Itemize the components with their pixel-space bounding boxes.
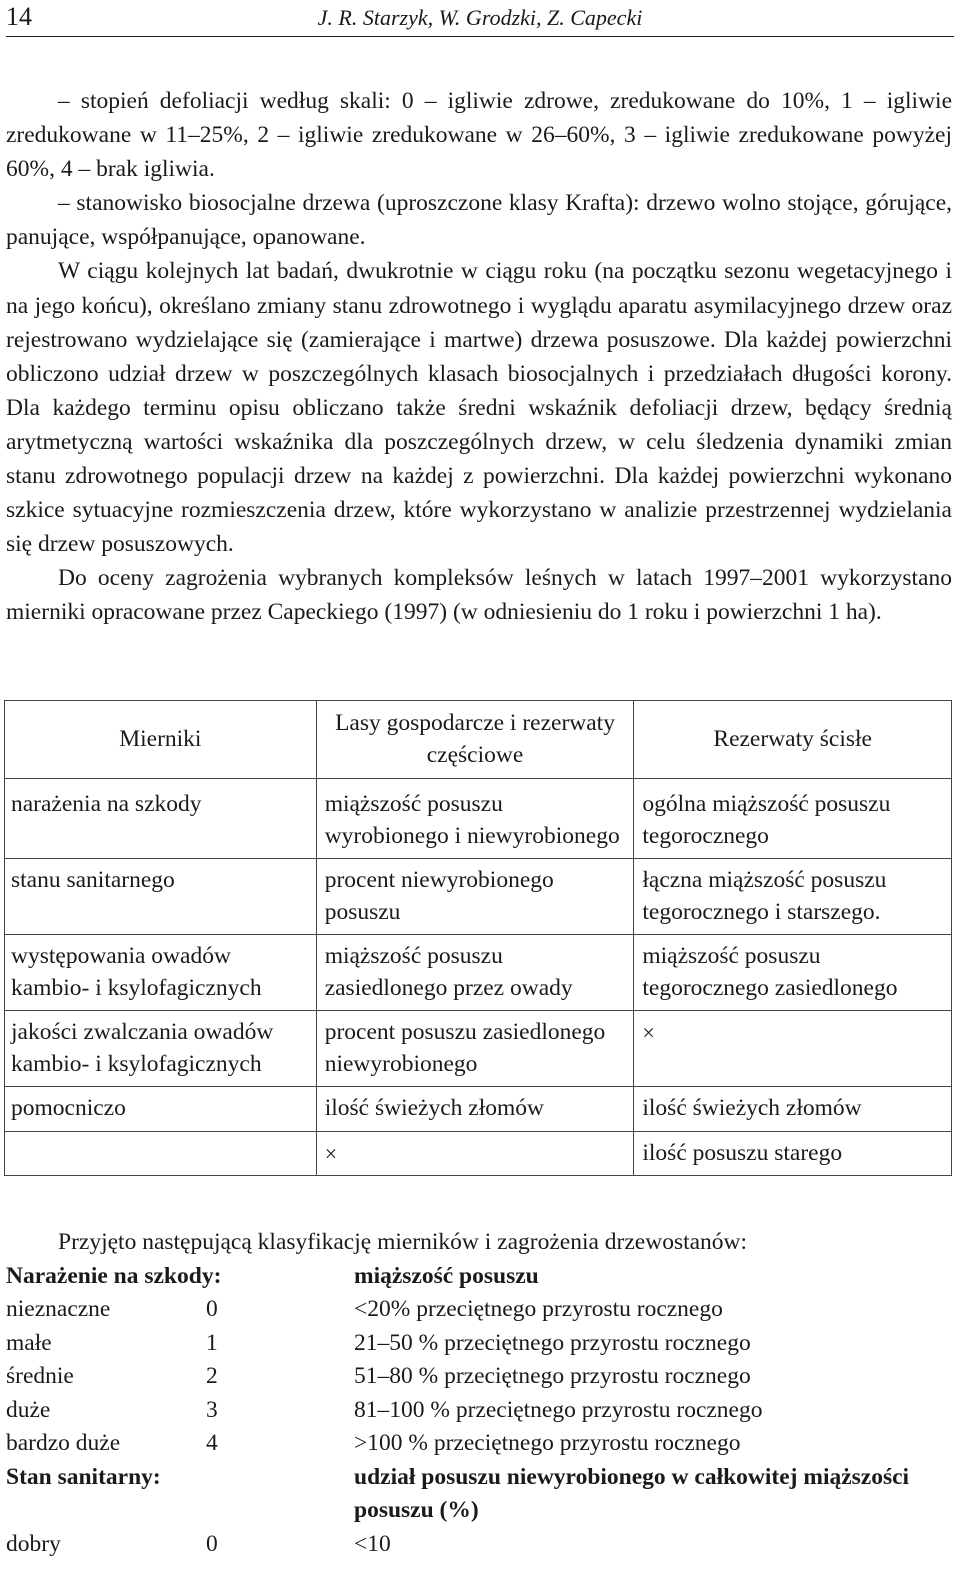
class-description: 21–50 % przeciętnego przyrostu rocznego <box>354 1329 751 1356</box>
table-cell-cross: × <box>634 1011 952 1087</box>
table-cell: ilość świeżych złomów <box>316 1087 634 1132</box>
table-header-row <box>5 701 952 779</box>
class-value: 3 <box>206 1396 218 1423</box>
class-description: 81–100 % przeciętnego przyrostu rocznego <box>354 1396 763 1423</box>
classification-row <box>6 1293 952 1327</box>
class-description: 51–80 % przeciętnego przyrostu rocznego <box>354 1363 751 1389</box>
classification-heading <box>6 1260 952 1294</box>
class-label: dobry <box>6 1530 61 1557</box>
class-value: 2 <box>206 1363 218 1389</box>
table-row <box>5 1087 952 1132</box>
section-label: Narażenie na szkody: <box>6 1262 222 1289</box>
table-cell: ilość świeżych złomów <box>634 1087 952 1132</box>
classification-section <box>6 1226 952 1561</box>
table-row <box>5 1011 952 1087</box>
table-cell: narażenia na szkody <box>5 779 317 859</box>
classification-intro: Przyjęto następującą klasyfikację mierników i zagrożenia drzewostanów: <box>58 1229 748 1255</box>
table-header-cell: Rezerwaty ścisłe <box>634 701 952 779</box>
class-value: 0 <box>206 1530 218 1557</box>
class-description: <20% przeciętnego przyrostu rocznego <box>354 1296 723 1322</box>
classification-row <box>6 1427 952 1461</box>
paragraph-methods: W ciągu kolejnych lat badań, dwukrotnie w ciągu roku (na początku sezonu wegetacyjnego i na jego końcu), określano zmiany stanu zdrowotnego i wyglądu aparatu asymilacyjnego drzew oraz rejestrowano wydzielające się (zamierające i martwe) drzewa posuszowe. Dla każdej powierzchni obliczono udział drzew w poszczególnych klasach biosocjalnych i przedziałach długości korony. Dla każdego terminu opisu obliczano także średni wskaźnik defoliacji drzew, będący średnią arytmetyczną wartości wskaźnika dla poszczególnych drzew, w celu śledzenia dynamiki zmian stanu zdrowotnego populacji drzew na każdej z powierzchni. Dla każdej powierzchni wykonano szkice sytuacyjne rozmieszczenia drzew, które wykorzystano w analizie przestrzennej wydzielania się drzew posuszowych. <box>6 258 952 558</box>
table-cell: miąższość posuszu tegorocznego zasiedlonego <box>634 935 952 1011</box>
page-number: 14 <box>6 2 32 31</box>
section-measure: miąższość posuszu <box>354 1262 539 1289</box>
table-cell: miąższość posuszu zasiedlonego przez owady <box>316 935 634 1011</box>
table-cell: łączna miąższość posuszu tegorocznego i starszego. <box>634 859 952 935</box>
metrics-table <box>4 700 952 1176</box>
page-header <box>6 0 954 37</box>
running-head: J. R. Starzyk, W. Grodzki, Z. Capecki <box>317 5 643 30</box>
class-description: >100 % przeciętnego przyrostu rocznego <box>354 1430 741 1456</box>
class-value: 4 <box>206 1430 218 1456</box>
table-cell: procent posuszu zasiedlonego niewyrobionego <box>316 1011 634 1087</box>
table-cell: ilość posuszu starego <box>634 1131 952 1176</box>
classification-row <box>6 1360 952 1394</box>
table-row <box>5 1131 952 1176</box>
table-cell: występowania owadów kambio- i ksylofagicznych <box>5 935 317 1011</box>
table-cell: jakości zwalczania owadów kambio- i ksylofagicznych <box>5 1011 317 1087</box>
table-cell: miąższość posuszu wyrobionego i niewyrobionego <box>316 779 634 859</box>
paragraph-biosocial: – stanowisko biosocjalne drzewa (uproszczone klasy Krafta): drzewo wolno stojące, górujące, panujące, współpanujące, opanowane. <box>6 190 952 251</box>
class-label: małe <box>6 1329 52 1356</box>
class-value: 1 <box>206 1329 218 1356</box>
paragraph-threat-assessment: Do oceny zagrożenia wybranych kompleksów leśnych w latach 1997–2001 wykorzystano mierniki opracowane przez Capeckiego (1997) (w odniesieniu do 1 roku i powierzchni 1 ha). <box>6 565 952 626</box>
table-cell <box>5 1131 317 1176</box>
classification-heading <box>6 1461 952 1528</box>
class-label: średnie <box>6 1363 74 1389</box>
table-cell: stanu sanitarnego <box>5 859 317 935</box>
class-label: bardzo duże <box>6 1430 121 1456</box>
table-cell: ogólna miąższość posuszu tegorocznego <box>634 779 952 859</box>
classification-row <box>6 1327 952 1361</box>
classification-row <box>6 1528 952 1562</box>
table-cell: procent niewyrobionego posuszu <box>316 859 634 935</box>
class-label: nieznaczne <box>6 1296 111 1322</box>
table-row <box>5 859 952 935</box>
section-label: Stan sanitarny: <box>6 1463 161 1490</box>
section-measure: udział posuszu niewyrobionego w całkowitej miąższości posuszu (%) <box>354 1463 910 1523</box>
paragraph-defoliation: – stopień defoliacji według skali: 0 – igliwie zdrowe, zredukowane do 10%, 1 – igliwie zredukowane w 11–25%, 2 – igliwie zredukowane w 26–60%, 3 – igliwie zredukowane powyżej 60%, 4 – brak igliwia. <box>6 88 952 183</box>
table-cell-cross: × <box>316 1131 634 1176</box>
table-header-cell: Mierniki <box>5 701 317 779</box>
table-row <box>5 935 952 1011</box>
class-label: duże <box>6 1396 51 1423</box>
table-cell: pomocniczo <box>5 1087 317 1132</box>
body-text <box>6 84 952 630</box>
table-row <box>5 779 952 859</box>
class-value: 0 <box>206 1296 218 1322</box>
class-description: <10 <box>354 1530 391 1557</box>
classification-row <box>6 1394 952 1428</box>
table-header-cell: Lasy gospodarcze i rezerwaty częściowe <box>316 701 634 779</box>
